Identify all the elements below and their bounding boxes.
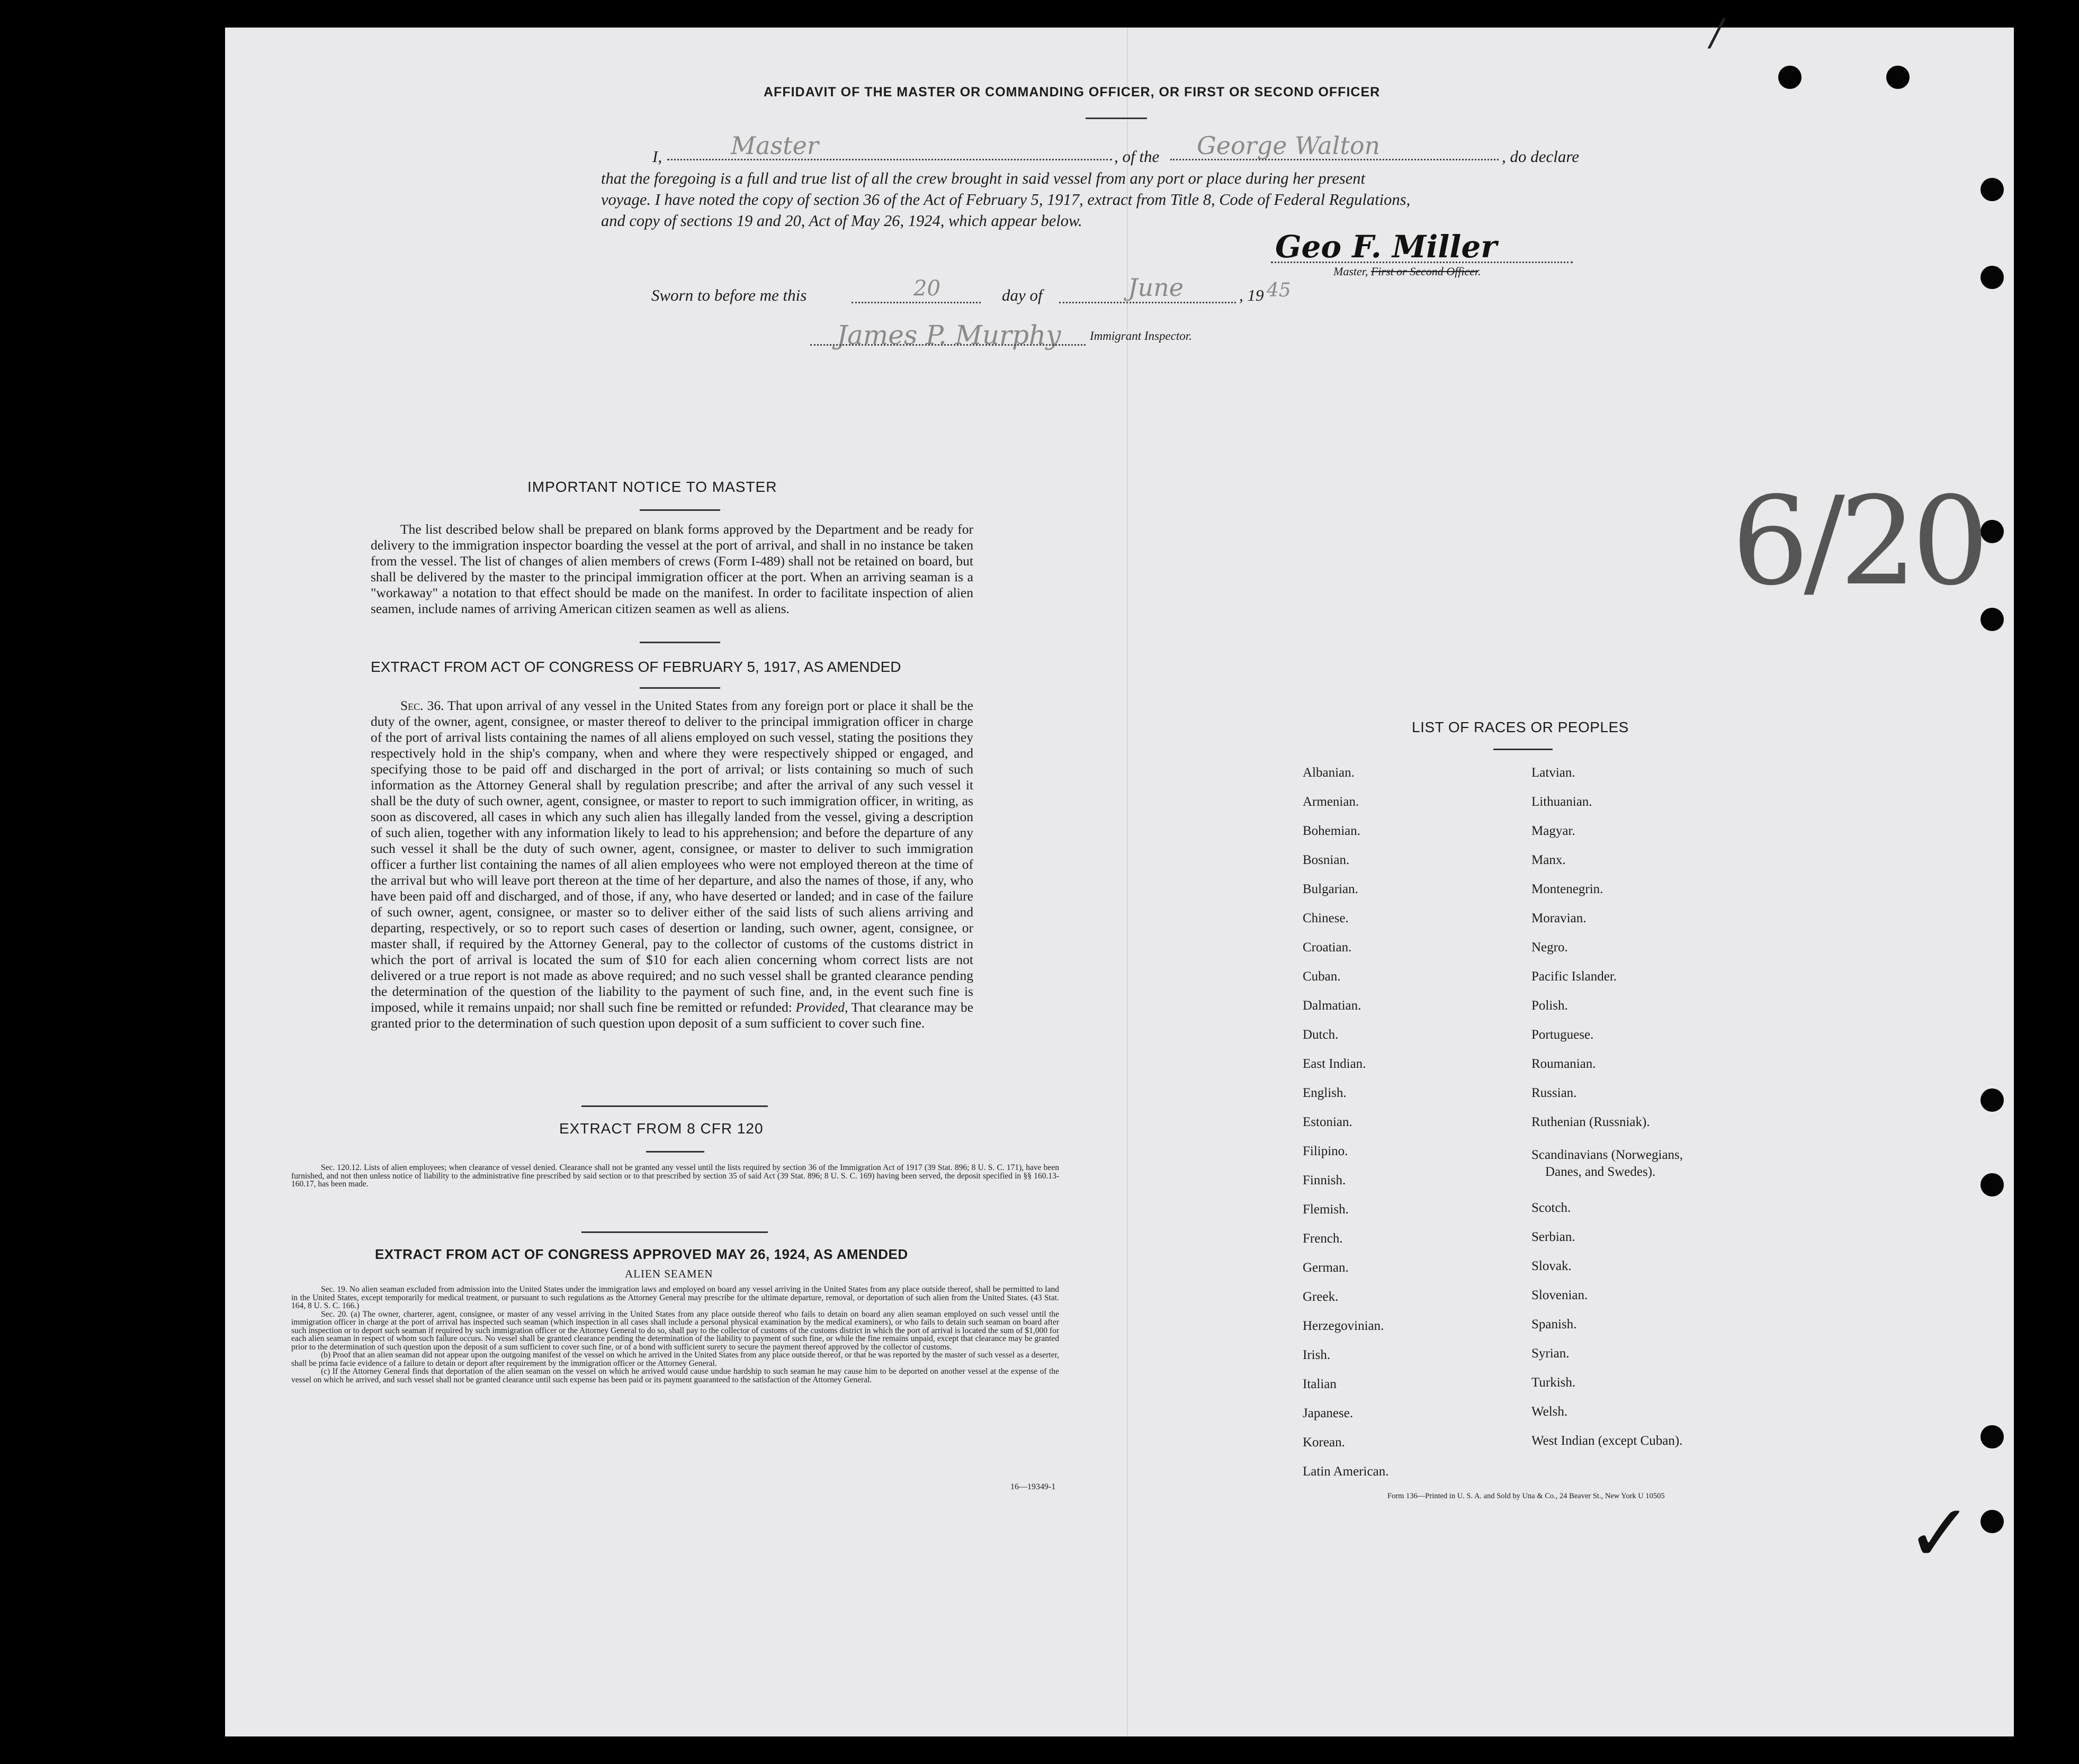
master-handwritten: Master bbox=[731, 131, 819, 160]
race-item: Latin American. bbox=[1303, 1464, 1389, 1479]
race-item: Ruthenian (Russniak). bbox=[1531, 1115, 1650, 1129]
race-item: Bosnian. bbox=[1303, 853, 1350, 867]
form-printer-footer: Form 136—Printed in U. S. A. and Sold by Una & Co., 24 Beaver St., New York U 10505 bbox=[1387, 1492, 1665, 1500]
race-item: Magyar. bbox=[1531, 824, 1575, 838]
race-item: Greek. bbox=[1303, 1290, 1339, 1304]
race-item: Herzegovinian. bbox=[1303, 1319, 1384, 1333]
race-item: Scandinavians (Norwegians, bbox=[1531, 1148, 1683, 1162]
extract-cfr-title: EXTRACT FROM 8 CFR 120 bbox=[559, 1120, 764, 1137]
race-item: Spanish. bbox=[1531, 1317, 1577, 1331]
sec-20a-paragraph: Sec. 20. (a) The owner, charterer, agent, consignee, or master of any vessel arriving in the United States from any place outside thereof who fails to detain on board any alien seaman employed on such vessel until the immigration officer in charge at the port of arrival has inspected such seaman (which inspection in all cases shall include a personal physical examination by the medical examiners), or who fails to detain such seaman on board after such inspection or to deport such seaman if required by such immigration officer or the Attorney General to do so, shall pay to the collector of customs of the customs district in which the port of arrival is located the sum of $1,000 for each alien seaman in respect of whom such failure occurs. No vessel shall be granted clearance pending the determination of the liability to payment of such fine, or while the fine remains unpaid, except that clearance may be granted prior to the determination of such question upon the deposit of a sum sufficient to cover such fine, or of a bond with sufficient surety to secure the payment thereof approved by the collector of customs. bbox=[291, 1309, 1059, 1352]
race-item: Pacific Islander. bbox=[1531, 969, 1617, 984]
sec-19-paragraph: Sec. 19. No alien seaman excluded from admission into the United States under the immigration laws and employed on board any vessel arriving in the United States from any place outside thereof, shall be permitted to land in the United States, except temporarily for medical treatment, or pursuant to such regulations as the Attorney General may prescribe for the ultimate departure, removal, or deportation of such alien from the United States. (43 Stat. 164, 8 U. S. C. 166.) bbox=[291, 1285, 1059, 1310]
race-item: Danes, and Swedes). bbox=[1545, 1165, 1656, 1179]
year-prefix: , 19 bbox=[1239, 286, 1264, 304]
race-item: German. bbox=[1303, 1261, 1349, 1275]
form-code: 16—19349-1 bbox=[1010, 1482, 1056, 1491]
race-item: English. bbox=[1303, 1086, 1347, 1100]
vessel-name-handwritten: George Walton bbox=[1197, 131, 1381, 160]
race-item: Syrian. bbox=[1531, 1346, 1570, 1361]
race-item: Dalmatian. bbox=[1303, 998, 1361, 1013]
sworn-label: Sworn to before me this bbox=[651, 286, 807, 304]
race-item: Chinese. bbox=[1303, 911, 1349, 925]
corner-mark: / bbox=[1710, 11, 1723, 54]
do-declare-label: , do declare bbox=[1502, 147, 1580, 166]
check-mark: ✓ bbox=[1906, 1488, 1973, 1580]
binder-hole bbox=[1981, 178, 2004, 201]
race-item: Slovenian. bbox=[1531, 1288, 1588, 1302]
race-item: French. bbox=[1303, 1231, 1343, 1246]
binder-hole bbox=[1981, 1510, 2004, 1533]
race-item: Albanian. bbox=[1303, 766, 1355, 780]
sec-36-paragraph bbox=[371, 698, 973, 1031]
title-underline bbox=[1086, 118, 1147, 119]
extract-1924-title: EXTRACT FROM ACT OF CONGRESS APPROVED MAY 26, 1924, AS AMENDED bbox=[375, 1246, 908, 1262]
extract-cfr-body bbox=[291, 1164, 1059, 1189]
notice-title: IMPORTANT NOTICE TO MASTER bbox=[527, 479, 777, 495]
binder-hole bbox=[1981, 520, 2004, 543]
race-item: Slovak. bbox=[1531, 1259, 1572, 1273]
race-item: Turkish. bbox=[1531, 1375, 1576, 1390]
extract-1917-title: EXTRACT FROM ACT OF CONGRESS OF FEBRUARY 5, 1917, AS AMENDED bbox=[371, 659, 901, 675]
race-item: Dutch. bbox=[1303, 1028, 1339, 1042]
caption-struck-officer: First or Second Officer bbox=[1370, 265, 1478, 278]
extract-1917-rule bbox=[640, 687, 720, 689]
sec-36-text: That upon arrival of any vessel in the United States from any foreign port or place it shall be the duty of the owner, agent, consignee, or master thereof to deliver to the principal immigration officer in charge of the port of arrival lists containing the names of all aliens employed on such vessel, stating the positions they respectively hold in the ship's company, when and where they were respectively shipped or engaged, and specifying those to be paid off and discharged in the port of arrival; or lists containing so much of such information as the Attorney General shall by regulation prescribe; and after the arrival of any such vessel it shall be the duty of such owner, agent, consignee, or master to report to such immigration officer, in writing, as soon as discovered, all cases in which any such alien has illegally landed from the vessel, giving a description of such alien, together with any information likely to lead to his apprehension; and before the departure of any such vessel it shall be the duty of such owner, agent, consignee, or master to deliver to such immigration officer a further list containing the names of all alien employees who were not employed thereon at the time of the arrival but who will leave port thereon at the time of her departure, and also the names of those, if any, who have been paid off and discharged, and of those, if any, who have deserted or landed; and in case of the failure of such owner, agent, consignee, or master so to deliver either of the said lists of such aliens arriving and departing, respectively, or so to report such cases of desertion or landing, such owner, agent, consignee, or master shall, if required by the Attorney General, pay to the collector of customs of the customs district in which the port of arrival is located the sum of $10 for each alien concerning whom correct lists are not delivered or a true report is not made as above required; and no such vessel shall be granted clearance pending the determination of the question of the liability to the payment of such fine, and, in the event such fine is imposed, while it remains unpaid; nor shall such fine be remitted or refunded: bbox=[371, 698, 973, 1015]
extract-1917-body bbox=[371, 698, 973, 1031]
races-title: LIST OF RACES OR PEOPLES bbox=[1412, 719, 1629, 735]
sec-36-text-end: That clearance may be granted prior to the determination of such question upon deposit of a sum sufficient to cover such fine. bbox=[371, 1000, 974, 1031]
race-item: Bulgarian. bbox=[1303, 882, 1358, 896]
notice-end-rule bbox=[640, 642, 720, 643]
inspector-line bbox=[810, 344, 1086, 346]
sec-20b-paragraph: (b) Proof that an alien seaman did not appear upon the outgoing manifest of the vessel on which he arrived in the United States from any place outside thereof, or that he was reported by the master of such vessel as a deserter, shall be prima facie evidence of a failure to detain or deport after requirement by the immigration officer or the Attorney General. bbox=[291, 1351, 1059, 1368]
race-item: Japanese. bbox=[1303, 1406, 1354, 1420]
notice-body bbox=[371, 521, 973, 617]
sworn-month-handwritten: June bbox=[1128, 273, 1184, 302]
affidavit-title: AFFIDAVIT OF THE MASTER OR COMMANDING OFFICER, OR FIRST OR SECOND OFFICER bbox=[764, 85, 1381, 100]
binder-hole bbox=[1981, 608, 2004, 631]
inspector-caption: Immigrant Inspector. bbox=[1090, 329, 1192, 343]
extract-cfr-rule bbox=[646, 1151, 704, 1153]
binder-hole bbox=[1981, 1173, 2004, 1196]
race-item: Cuban. bbox=[1303, 969, 1341, 984]
race-item: Portuguese. bbox=[1531, 1028, 1594, 1042]
race-item: Latvian. bbox=[1531, 766, 1575, 780]
races-rule bbox=[1493, 749, 1553, 750]
caption-period: . bbox=[1478, 265, 1481, 278]
race-item: Moravian. bbox=[1531, 911, 1587, 925]
extract-cfr-end-rule bbox=[581, 1231, 768, 1233]
binder-hole bbox=[1981, 1425, 2004, 1448]
race-item: Polish. bbox=[1531, 998, 1568, 1013]
race-item: Croatian. bbox=[1303, 940, 1352, 955]
race-item: Russian. bbox=[1531, 1086, 1577, 1100]
race-item: Bohemian. bbox=[1303, 824, 1361, 838]
provided-word: Provided, bbox=[795, 1000, 848, 1015]
binder-hole bbox=[1886, 66, 1910, 89]
race-item: Filipino. bbox=[1303, 1144, 1348, 1158]
binder-hole bbox=[1981, 266, 2004, 289]
affidavit-i-label: I, bbox=[652, 147, 662, 166]
sec-120-12-paragraph: Sec. 120.12. Lists of alien employees; when clearance of vessel denied. Clearance shall not be granted any vessel until the lists required by section 36 of the Immigration Act of 1917 (39 Stat. 896; 8 U. S. C. 171), have been furnished, and not then unless notice of liability to the administrative fine prescribed by said section or to that prescribed by section 35 of said Act (39 Stat. 896; 8 U. S. C. 169) having been served, the deposit specified in §§ 160.13-160.17, has been made. bbox=[291, 1163, 1059, 1189]
race-item: Finnish. bbox=[1303, 1173, 1346, 1187]
race-item: Estonian. bbox=[1303, 1115, 1352, 1129]
race-item: Welsh. bbox=[1531, 1405, 1568, 1419]
sec-20c-paragraph: (c) If the Attorney General finds that deportation of the alien seaman on the vessel on which he arrived would cause undue hardship to such seaman he may cause him to be deported on another vessel at the expense of the vessel on which he arrived, and such vessel shall not be granted clearance until such expense has been paid or its payment guaranteed to the satisfaction of the Attorney General. bbox=[291, 1367, 1059, 1384]
signature-line bbox=[1271, 262, 1573, 263]
race-item: Roumanian. bbox=[1531, 1057, 1596, 1071]
affidavit-line-2: that the foregoing is a full and true list of all the crew brought in said vessel from any port or place during her present bbox=[601, 169, 1366, 187]
of-the-label: , of the bbox=[1114, 147, 1160, 166]
affidavit-line-4: and copy of sections 19 and 20, Act of May 26, 1924, which appear below. bbox=[601, 212, 1082, 230]
day-of-label: day of bbox=[1002, 286, 1043, 304]
notice-rule bbox=[640, 509, 720, 511]
race-item: Serbian. bbox=[1531, 1230, 1575, 1244]
caption-master: Master, bbox=[1333, 265, 1368, 278]
race-item: Flemish. bbox=[1303, 1202, 1349, 1217]
alien-seamen-subtitle: ALIEN SEAMEN bbox=[625, 1267, 713, 1280]
race-item: Korean. bbox=[1303, 1435, 1345, 1450]
extract-1917-end-rule bbox=[581, 1105, 768, 1107]
race-item: West Indian (except Cuban). bbox=[1531, 1434, 1683, 1448]
race-item: Negro. bbox=[1531, 940, 1568, 955]
signature-caption bbox=[1333, 265, 1481, 278]
race-item: Manx. bbox=[1531, 853, 1566, 867]
sworn-day-handwritten: 20 bbox=[913, 276, 940, 301]
day-blank bbox=[852, 302, 981, 303]
month-blank bbox=[1059, 302, 1236, 303]
pencil-date-annotation: 6/20 bbox=[1732, 471, 1984, 613]
master-signature: Geo F. Miller bbox=[1275, 229, 1497, 265]
race-item: Italian bbox=[1303, 1377, 1337, 1391]
affidavit-line-3: voyage. I have noted the copy of section 36 of the Act of February 5, 1917, extract from Title 8, Code of Federal Regulations, bbox=[601, 191, 1411, 209]
race-item: Scotch. bbox=[1531, 1201, 1571, 1215]
race-item: East Indian. bbox=[1303, 1057, 1366, 1071]
sec-36-label: Sec. 36. bbox=[400, 698, 444, 713]
race-item: Armenian. bbox=[1303, 795, 1359, 809]
binder-hole bbox=[1778, 66, 1802, 89]
binder-hole bbox=[1981, 1088, 2004, 1112]
notice-paragraph: The list described below shall be prepared on blank forms approved by the Department and be ready for delivery to the immigration inspector boarding the vessel at the port of arrival, and shall in no instance be taken from the vessel. The list of changes of alien members of crews (Form I-489) shall not be retained on board, but shall be delivered by the master to the principal immigration officer at the port. When an arriving seaman is a "workaway" a notation to that effect should be made on the manifest. In order to facilitate inspection of alien seamen, include names of arriving American citizen seamen as well as aliens. bbox=[371, 521, 973, 616]
inspector-signature: James P. Murphy bbox=[837, 320, 1061, 350]
race-item: Montenegrin. bbox=[1531, 882, 1603, 896]
extract-1924-body bbox=[291, 1285, 1059, 1384]
year-handwritten: 45 bbox=[1267, 280, 1291, 301]
race-item: Lithuanian. bbox=[1531, 795, 1592, 809]
race-item: Irish. bbox=[1303, 1348, 1331, 1362]
